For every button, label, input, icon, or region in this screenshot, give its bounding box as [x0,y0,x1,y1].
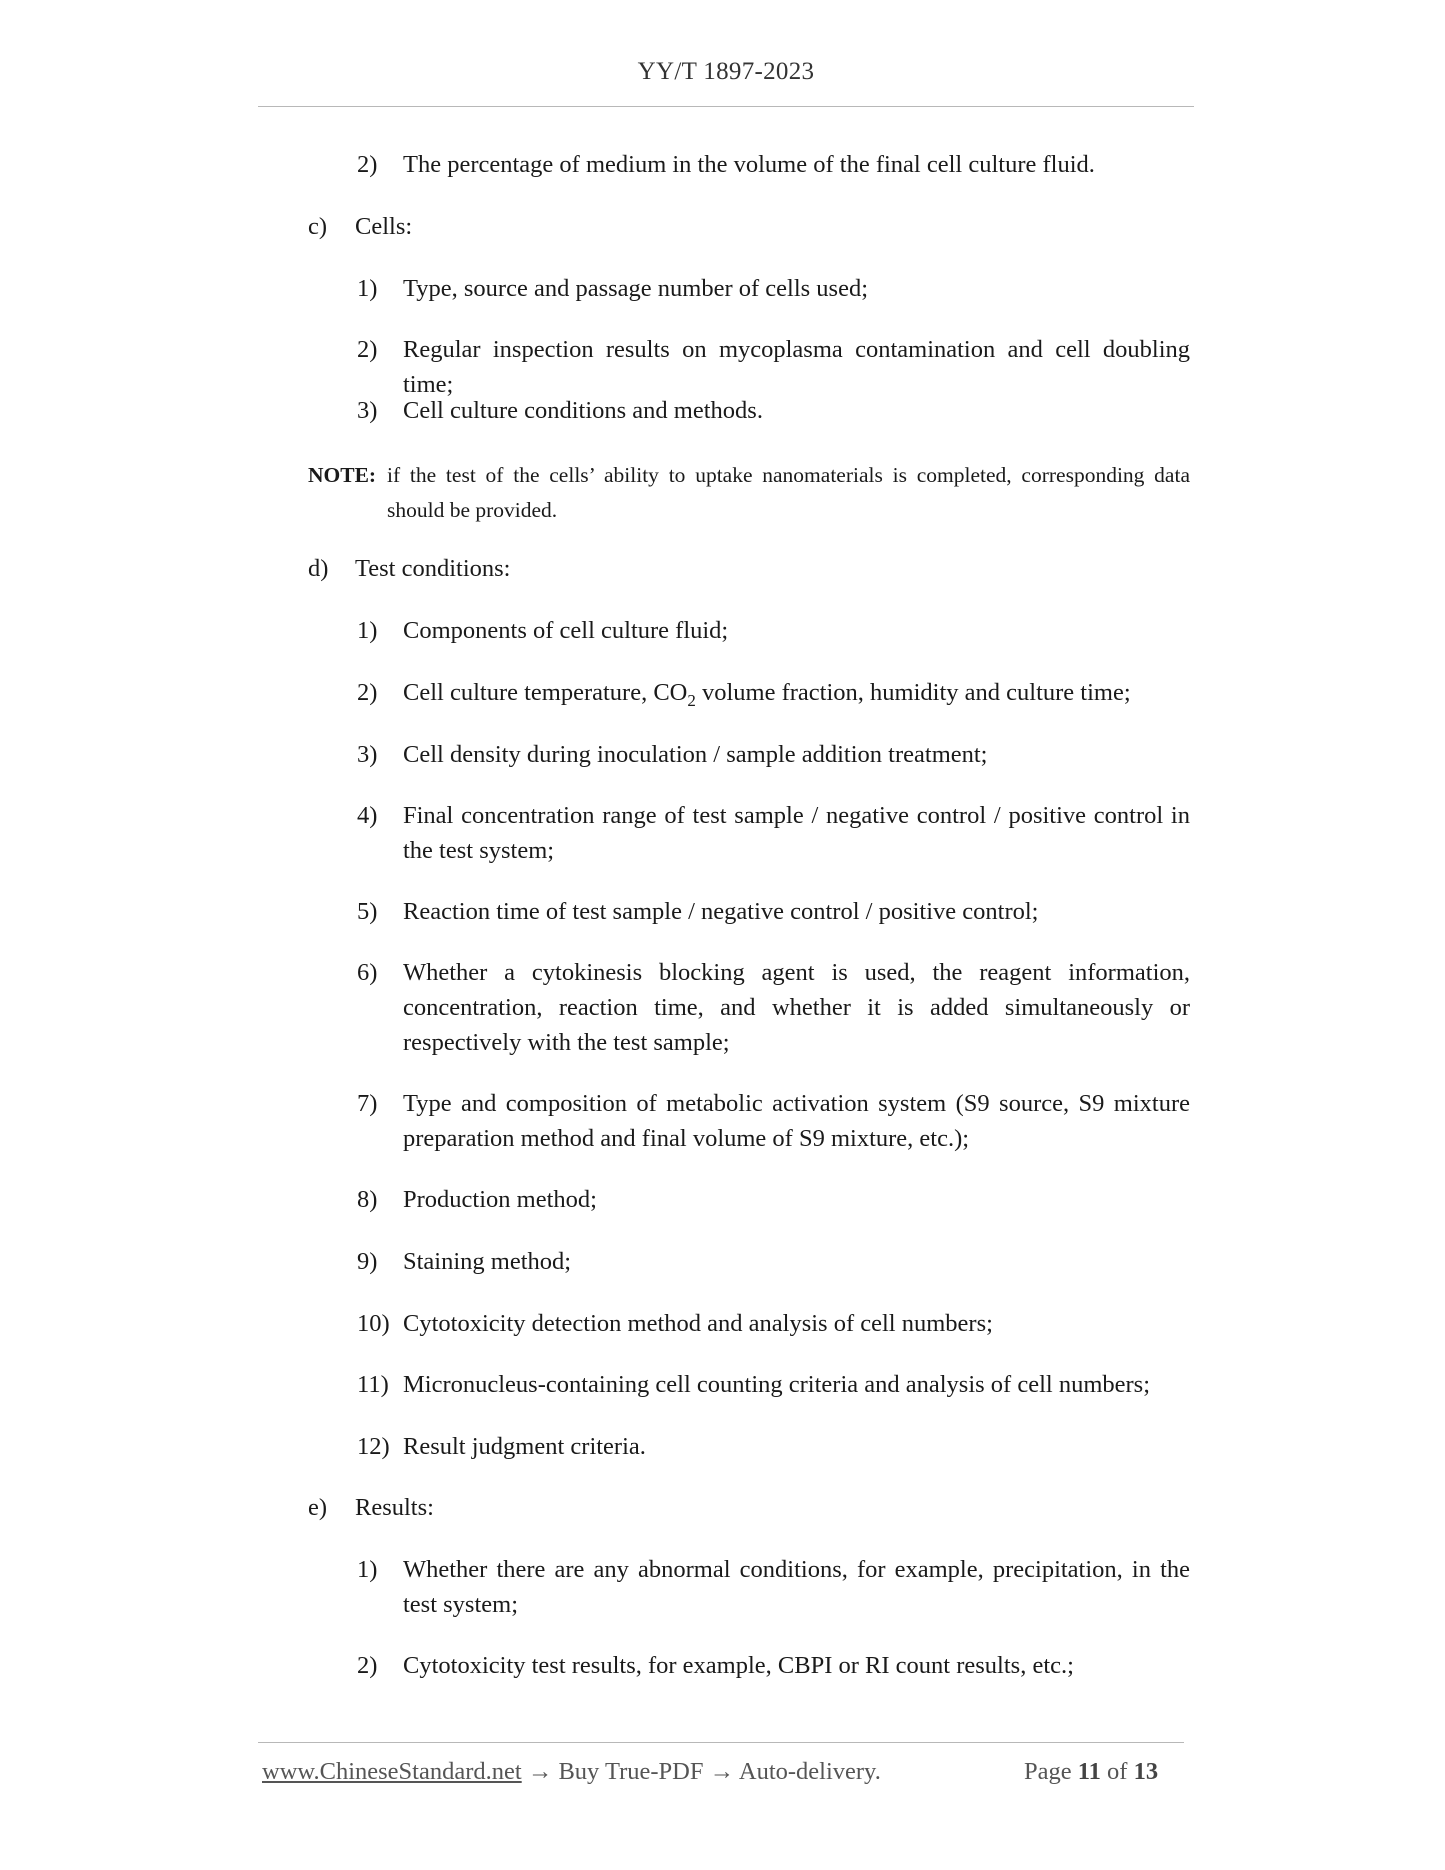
section-heading [308,209,1190,244]
item-text [403,675,1190,718]
page-header: YY/T 1897-2023 [637,58,815,85]
list-item [357,894,1190,929]
list-item [357,1086,1190,1156]
section-letter: e) [308,1494,328,1521]
list-item [357,1244,1190,1279]
item-text: Cell density during inoculation / sample addition treatment; [403,741,988,768]
item-number: 5) [357,898,378,925]
list-item [357,613,1190,648]
item-number: 1) [357,275,378,302]
list-item [357,798,1190,868]
section-title: Results: [355,1494,434,1521]
note-label: NOTE: [308,463,377,487]
page-word: Page [1024,1758,1072,1785]
item-text: Staining method; [403,1248,572,1275]
item-number: 2) [357,151,378,178]
list-item [357,1648,1190,1683]
item-text: Whether there are any abnormal conditions, for example, precipitation, in the test system; [403,1556,1190,1618]
item-text: Cytotoxicity detection method and analysis of cell numbers; [403,1310,993,1337]
item-number: 9) [357,1248,378,1275]
arrow-right-icon: → [527,1758,553,1785]
list-item [357,271,1190,306]
page-number [1024,1756,1158,1788]
section-heading [308,551,1190,586]
list-item [357,1552,1190,1622]
of-word: of [1107,1758,1128,1785]
item-number: 2) [357,1652,378,1679]
section-title: Cells: [355,213,413,240]
item-text: Type and composition of metabolic activation system (S9 source, S9 mixture preparation method and final volume of S9 mixture, etc.); [403,1090,1190,1152]
arrow-right-icon: → [709,1758,735,1785]
list-item [357,1367,1190,1402]
list-item [357,1182,1190,1217]
delivery-text: Auto-delivery. [738,1758,881,1785]
item-number: 3) [357,397,378,424]
subscript: 2 [687,690,696,710]
item-number: 6) [357,959,378,986]
list-item [357,147,1190,182]
item-text: Result judgment criteria. [403,1433,646,1460]
item-number: 11) [357,1371,389,1398]
item-number: 4) [357,802,378,829]
section-letter: c) [308,213,328,240]
item-number: 3) [357,741,378,768]
section-letter: d) [308,555,329,582]
list-item [357,1306,1190,1341]
page-current: 11 [1077,1758,1101,1785]
list-item [357,955,1190,1060]
list-item [357,332,1190,402]
item-number: 2) [357,336,378,363]
item-number: 1) [357,617,378,644]
item-text: Type, source and passage number of cells used; [403,275,868,302]
item-number: 10) [357,1310,390,1337]
footer-rule [258,1742,1184,1743]
section-title: Test conditions: [355,555,511,582]
list-item [357,393,1190,428]
item-text: Regular inspection results on mycoplasma contamination and cell doubling time; [403,336,1190,398]
list-item [357,675,1190,718]
item-number: 1) [357,1556,378,1583]
item-text: Micronucleus-containing cell counting criteria and analysis of cell numbers; [403,1371,1151,1398]
item-text: Whether a cytokinesis blocking agent is used, the reagent information, concentration, reaction time, and whether it is added simultaneously or respectively with the test sample; [403,959,1190,1056]
item-number: 8) [357,1186,378,1213]
site-link[interactable]: www.ChineseStandard.net [262,1758,522,1785]
list-item [357,1429,1190,1464]
header-rule [258,106,1194,107]
item-text-part: Cell culture temperature, CO [403,679,688,706]
item-text: Reaction time of test sample / negative control / positive control; [403,898,1039,925]
note-text: if the test of the cells’ ability to uptake nanomaterials is completed, corresponding data should be provided. [387,463,1190,522]
footer-promo [262,1756,881,1788]
item-text: Cytotoxicity test results, for example, CBPI or RI count results, etc.; [403,1652,1074,1679]
page-total: 13 [1133,1758,1159,1785]
item-number: 12) [357,1433,390,1460]
item-text: Production method; [403,1186,597,1213]
item-number: 2) [357,679,378,706]
item-number: 7) [357,1090,378,1117]
buy-text: Buy True-PDF [558,1758,704,1785]
list-item [357,737,1190,772]
item-text-part: volume fraction, humidity and culture time; [695,679,1131,706]
note-block [308,458,1190,528]
section-heading [308,1490,1190,1525]
item-text: Cell culture conditions and methods. [403,397,763,424]
item-text: Components of cell culture fluid; [403,617,729,644]
item-text: The percentage of medium in the volume of the final cell culture fluid. [403,151,1095,178]
item-text: Final concentration range of test sample / negative control / positive control in the test system; [403,802,1190,864]
